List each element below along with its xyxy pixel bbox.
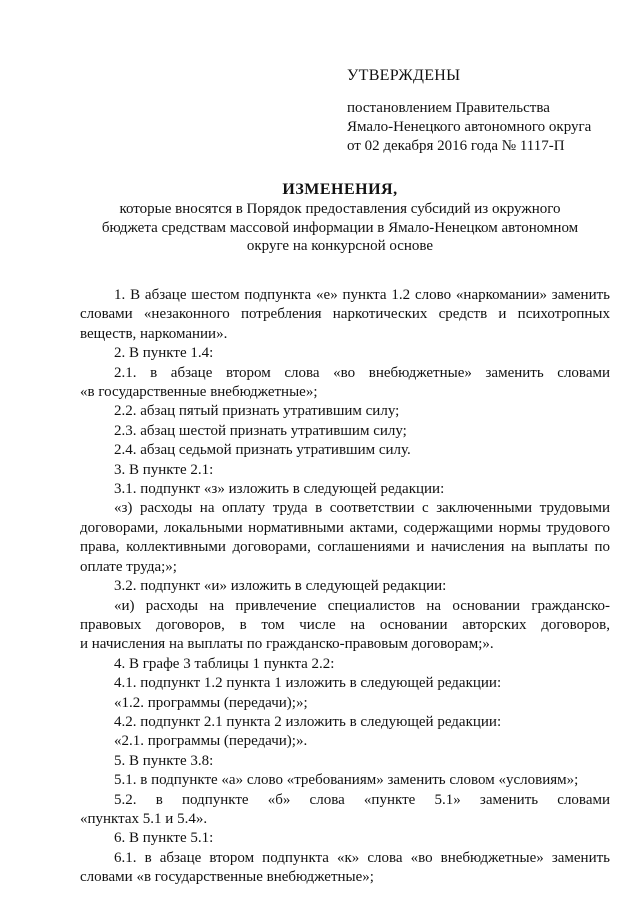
document-subtitle-line: округе на конкурсной основе <box>246 238 434 254</box>
approval-heading: УТВЕРЖДЕНЫ <box>347 67 461 84</box>
body-line: 2.3. абзац шестой признать утратившим силу; <box>114 422 407 439</box>
approval-line: от 02 декабря 2016 года № 1117-П <box>347 138 565 154</box>
body-line: 5.1. в подпункте «а» слово «требованиям» заменить словом «условиям»; <box>114 772 579 789</box>
body-line: 4.2. подпункт 2.1 пункта 2 изложить в следующей редакции: <box>114 713 502 730</box>
body-line: веществ, наркомании». <box>80 325 228 342</box>
body-line: 3.1. подпункт «з» изложить в следующей редакции: <box>114 481 445 498</box>
body-line: «з) расходы на оплату труда в соответствии с заключенными трудовыми <box>114 500 610 517</box>
body-line: 2.2. абзац пятый признать утратившим силу; <box>114 403 400 420</box>
body-line: 3. В пункте 2.1: <box>114 461 214 478</box>
body-line: 4. В графе 3 таблицы 1 пункта 2.2: <box>114 655 335 672</box>
body-line: 2.4. абзац седьмой признать утратившим силу. <box>114 442 411 459</box>
document-heading <box>80 180 600 256</box>
body-line: 4.1. подпункт 1.2 пункта 1 изложить в следующей редакции: <box>114 675 502 692</box>
body-line: 6.1. в абзаце втором подпункта «к» слова «во внебюджетные» заменить <box>114 849 610 866</box>
body-line: 1. В абзаце шестом подпункта «е» пункта 1.2 слово «наркомании» заменить <box>114 287 610 303</box>
document-body <box>80 286 610 888</box>
body-line: «2.1. программы (передачи);». <box>114 733 308 750</box>
approval-line: постановлением Правительства <box>347 100 550 116</box>
body-line: «пунктах 5.1 и 5.4». <box>80 810 208 827</box>
body-line: и начисления на выплаты по гражданско-правовым договорам;». <box>80 636 494 653</box>
body-line: 5.2. в подпункте «б» слова «пункте 5.1» заменить словами <box>114 791 610 808</box>
body-line: правовых договоров, в том числе на основании авторских договоров, <box>80 616 610 633</box>
body-line: 6. В пункте 5.1: <box>114 830 214 847</box>
body-line: словами «незаконного потребления наркотических средств и психотропных <box>80 306 610 323</box>
document-subtitle-line: которые вносятся в Порядок предоставления субсидий из окружного <box>119 201 561 217</box>
body-line: 2.1. в абзаце втором слова «во внебюджетные» заменить словами <box>114 364 610 381</box>
body-line: «1.2. программы (передачи);»; <box>114 694 308 711</box>
body-line: права, коллективными договорами, соглашениями и начисления на выплаты по <box>80 539 610 556</box>
body-line: словами «в государственные внебюджетные»; <box>80 869 374 886</box>
approval-line: Ямало-Ненецкого автономного округа <box>347 119 592 135</box>
body-line: оплате труда;»; <box>80 558 177 575</box>
body-line: «и) расходы на привлечение специалистов на основании гражданско- <box>114 597 610 614</box>
document-subtitle-line: бюджета средствам массовой информации в Ямало-Ненецком автономном <box>101 219 579 236</box>
body-line: 3.2. подпункт «и» изложить в следующей редакции: <box>114 578 447 595</box>
document-title: ИЗМЕНЕНИЯ, <box>282 181 398 198</box>
body-line: «в государственные внебюджетные»; <box>80 384 318 401</box>
approval-block <box>347 66 632 156</box>
body-line: 5. В пункте 3.8: <box>114 752 214 769</box>
body-line: договорами, локальными нормативными актами, содержащими нормы трудового <box>80 519 610 536</box>
body-line: 2. В пункте 1.4: <box>114 345 214 362</box>
